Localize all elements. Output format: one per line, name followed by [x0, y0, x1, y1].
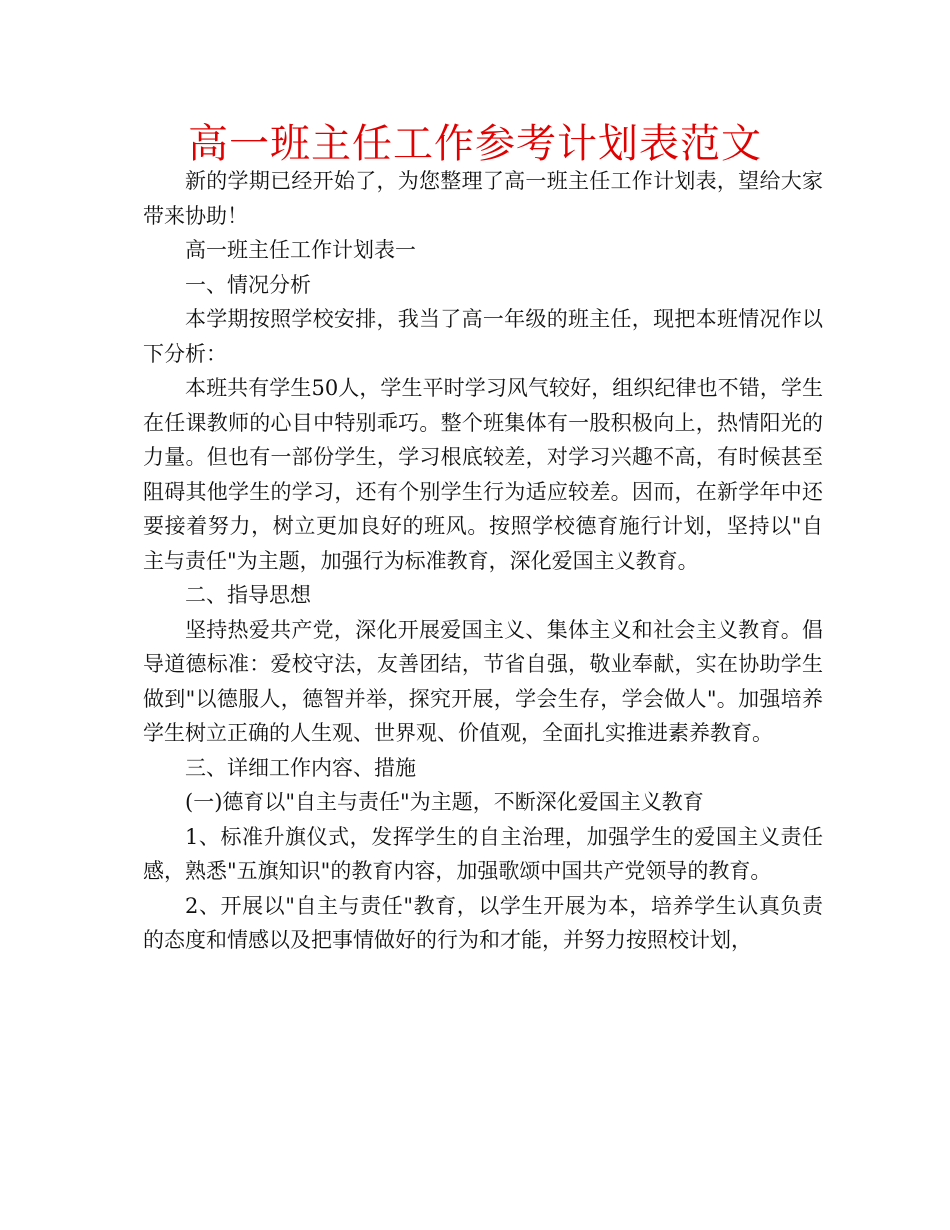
paragraph-guiding: 坚持热爱共产党，深化开展爱国主义、集体主义和社会主义教育。倡导道德标准：爱校守法，友善团结，节省自强，敬业奉献，实在协助学生做到"以德服人，德智并举，探究开展，学会生存，学会做人"。加强培养学生树立正确的人生观、世界观、价值观，全面扎实推进素养教育。 — [143, 617, 823, 745]
section-heading-guiding: 二、指导思想 — [185, 583, 311, 607]
section-heading-situation: 一、情况分析 — [185, 272, 311, 297]
subsection-heading-moral: (一)德育以"自主与责任"为主题，不断深化爱国主义教育 — [185, 790, 704, 814]
list-item-1: 1、标准升旗仪式，发挥学生的自主治理，加强学生的爱国主义责任感，熟悉"五旗知识"的教育内容，加强歌颂中国共产党领导的教育。 — [143, 824, 823, 883]
document-body — [143, 164, 823, 958]
list-item-2: 2、开展以"自主与责任"教育，以学生开展为本，培养学生认真负责的态度和情感以及把事情做好的行为和才能，并努力按照校计划， — [143, 893, 823, 952]
document-title: 高一班主任工作参考计划表范文 — [188, 121, 762, 167]
paragraph-situation-intro: 本学期按照学校安排，我当了高一年级的班主任，现把本班情况作以下分析： — [143, 307, 823, 366]
paragraph-intro: 新的学期已经开始了，为您整理了高一班主任工作计划表，望给大家带来协助！ — [143, 169, 823, 228]
paragraph-situation-detail: 本班共有学生50人，学生平时学习风气较好，组织纪律也不错，学生在任课教师的心目中特别乖巧。整个班集体有一股积极向上，热情阳光的力量。但也有一部份学生，学习根底较差，对学习兴趣不高，有时候甚至阻碍其他学生的学习，还有个别学生行为适应较差。因而，在新学年中还要接着努力，树立更加良好的班风。按照学校德育施行计划，坚持以"自主与责任"为主题，加强行为标准教育，深化爱国主义教育。 — [143, 376, 823, 573]
paragraph-plan-heading: 高一班主任工作计划表一 — [185, 238, 416, 262]
section-heading-measures: 三、详细工作内容、措施 — [185, 755, 416, 780]
